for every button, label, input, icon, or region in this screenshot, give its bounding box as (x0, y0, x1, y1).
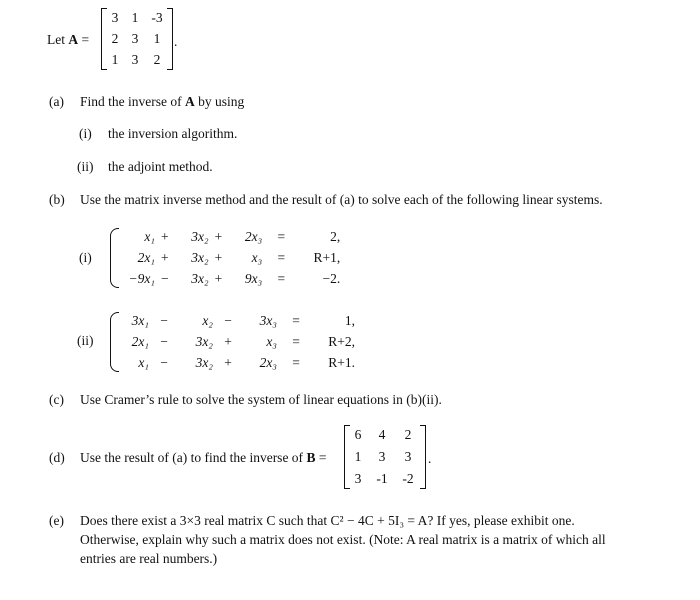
part-e-line-2: Otherwise, explain why such a matrix does not exist. (Note: A real matrix is a matrix of which all (80, 532, 606, 547)
matrix-a-cell: 2 (153, 52, 161, 67)
system-ii-label: (ii) (77, 333, 94, 348)
matrix-b-name: B (306, 450, 316, 465)
intro-statement: Let A = (47, 32, 90, 47)
let-text: Let (47, 32, 65, 47)
matrix-b-cell: 2 (404, 427, 412, 442)
matrix-b (344, 425, 426, 489)
matrix-b-cell: 1 (354, 449, 362, 464)
part-e-line-3: entries are real numbers.) (80, 551, 218, 566)
period: . (174, 34, 178, 49)
matrix-b-cell: 3 (404, 449, 412, 464)
part-a-ii-text: the adjoint method. (108, 159, 213, 174)
system-i-brace (110, 228, 119, 288)
matrix-a-cell: 1 (131, 10, 139, 25)
matrix-a-cell: 1 (153, 31, 161, 46)
system-ii-row: 3x₁ − x₂ − 3x₃ = 1, (131, 312, 355, 328)
part-a-i-label: (i) (79, 126, 92, 141)
part-a-text-start: Find the inverse of (80, 94, 182, 109)
part-a-text (80, 94, 244, 110)
matrix-b-cell: 3 (354, 471, 362, 486)
system-i-row: x₁ + 3x₂ + 2x₃ = 2, (144, 228, 341, 244)
part-a-i-text: the inversion algorithm. (108, 126, 238, 141)
part-c-label: (c) (49, 392, 64, 407)
part-c-text: Use Cramer’s rule to solve the system of linear equations in (b)(ii). (80, 392, 442, 407)
matrix-a-name: A (68, 32, 79, 47)
part-e-line-1: Does there exist a 3×3 real matrix C such that C² − 4C + 5I₃ = A? If yes, please exhibit one. (80, 513, 575, 528)
part-a-ii-label: (ii) (77, 159, 94, 174)
matrix-a-cell: 3 (111, 10, 119, 25)
matrix-a-cell: -3 (151, 10, 163, 25)
system-i-label: (i) (79, 250, 92, 265)
part-a-label: (a) (49, 94, 64, 109)
system-i (120, 226, 343, 289)
matrix-a (101, 8, 173, 70)
matrix-b-cell: 4 (378, 427, 386, 442)
part-d-text: Use the result of (a) to find the inverse of B = (80, 450, 327, 465)
part-d-label: (d) (49, 450, 65, 465)
system-ii (116, 310, 358, 373)
part-a-matrix-name: A (184, 94, 195, 109)
matrix-b-cell: 3 (378, 449, 386, 464)
system-i-row: 2x₁ + 3x₂ + x₃ = R+1, (137, 249, 341, 265)
part-d-text-start: Use the result of (a) to find the inverse of (80, 450, 304, 465)
part-b-label: (b) (49, 192, 65, 207)
system-ii-row: x₁ − 3x₂ + 2x₃ = R+1. (138, 354, 355, 370)
part-b-text: Use the matrix inverse method and the result of (a) to solve each of the following linear systems. (80, 192, 603, 207)
period: . (428, 451, 432, 466)
matrix-a-cell: 1 (111, 52, 119, 67)
matrix-b-cell: -1 (376, 471, 388, 486)
matrix-b-cell: -2 (402, 471, 414, 486)
system-ii-row: 2x₁ − 3x₂ + x₃ = R+2, (131, 333, 355, 349)
matrix-a-cell: 2 (111, 31, 119, 46)
matrix-b-cell: 6 (354, 427, 362, 442)
part-e-label: (e) (49, 513, 64, 528)
part-a-text-end: by using (198, 94, 245, 109)
system-i-row: −9x₁ − 3x₂ + 9x₃ = −2. (128, 270, 341, 286)
matrix-a-cell: 3 (131, 52, 139, 67)
matrix-a-cell: 3 (131, 31, 139, 46)
